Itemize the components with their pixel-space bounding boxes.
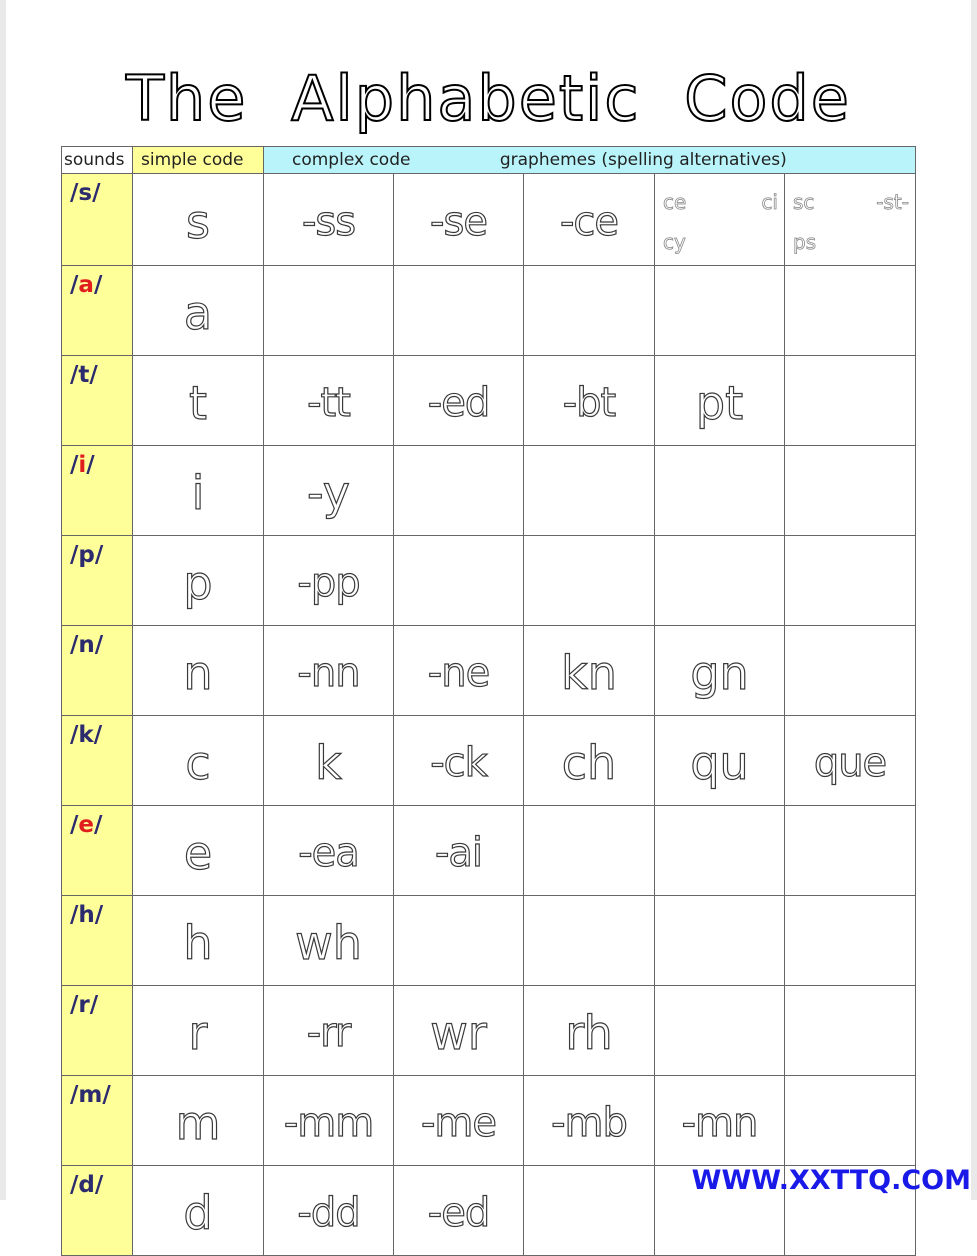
grapheme-cell: -ed (394, 356, 524, 446)
grapheme-cell (524, 1166, 655, 1256)
sound-cell (62, 806, 133, 896)
grapheme-cell (785, 1076, 916, 1166)
grapheme-cell: wr (394, 986, 524, 1076)
sound-pre: / (70, 722, 79, 748)
sound-post: / (94, 902, 104, 928)
grapheme-cell: gn (655, 626, 785, 716)
grapheme-cell (264, 266, 394, 356)
grapheme-cell (785, 896, 916, 986)
grapheme-cell: -pp (264, 536, 394, 626)
sound-post: / (93, 722, 103, 748)
sound-pre: / (70, 1082, 79, 1108)
table-row (62, 716, 916, 806)
grapheme-cell (785, 536, 916, 626)
grapheme-cell: -mn (655, 1076, 785, 1166)
sound-mid: a (78, 272, 94, 298)
grapheme-cell: -se (394, 174, 524, 266)
sound-mid: e (78, 812, 95, 838)
sound-cell (62, 174, 133, 266)
simple-code-cell: d (133, 1166, 264, 1256)
grapheme-extra-cell (785, 174, 916, 266)
sound-post: / (94, 812, 103, 838)
grapheme-cell: -tt (264, 356, 394, 446)
simple-code-cell: c (133, 716, 264, 806)
sound-pre: / (70, 812, 79, 838)
table-row (62, 806, 916, 896)
grapheme-cell (394, 266, 524, 356)
grapheme-cell: -mm (264, 1076, 394, 1166)
sound-cell (62, 896, 133, 986)
table-row (62, 356, 916, 446)
simple-code-cell: r (133, 986, 264, 1076)
sound-pre: / (70, 180, 79, 206)
table-row (62, 626, 916, 716)
grapheme-cell (524, 536, 655, 626)
sound-post: / (89, 992, 99, 1018)
simple-code-cell: t (133, 356, 264, 446)
grapheme-cell (785, 446, 916, 536)
sound-cell (62, 1076, 133, 1166)
grapheme-cell: -ce (524, 174, 655, 266)
grapheme-cell: -ai (394, 806, 524, 896)
header-complex-label: complex code (292, 150, 411, 170)
sound-pre: / (70, 362, 79, 388)
sound-mid: p (78, 542, 95, 568)
header-simple-code: simple code (133, 147, 264, 174)
simple-code-cell: p (133, 536, 264, 626)
grapheme-cell: -bt (524, 356, 655, 446)
sound-mid: r (78, 992, 90, 1018)
table-row (62, 266, 916, 356)
sound-pre: / (70, 902, 79, 928)
grapheme-cell: -rr (264, 986, 394, 1076)
sound-post: / (94, 1172, 104, 1198)
header-row (62, 147, 916, 174)
sound-post: / (94, 632, 104, 658)
grapheme-cell: qu (655, 716, 785, 806)
sound-mid: i (78, 452, 87, 478)
grapheme-cell (655, 986, 785, 1076)
table-row (62, 896, 916, 986)
table-body (62, 147, 916, 1256)
table-row (62, 536, 916, 626)
grapheme-cell (394, 536, 524, 626)
grapheme-cell (524, 266, 655, 356)
sound-pre: / (70, 992, 79, 1018)
page-title: The Alphabetic Code (126, 62, 851, 135)
grapheme-cell (655, 806, 785, 896)
grapheme-cell: -me (394, 1076, 524, 1166)
sound-pre: / (70, 272, 79, 298)
sound-post: / (93, 272, 103, 298)
simple-code-cell: a (133, 266, 264, 356)
sound-mid: m (78, 1082, 103, 1108)
grapheme-extra: ce (663, 190, 687, 214)
table-row (62, 986, 916, 1076)
sound-mid: h (78, 902, 95, 928)
sound-cell (62, 266, 133, 356)
sound-post: / (89, 362, 98, 388)
grapheme-cell: -y (264, 446, 394, 536)
grapheme-cell (394, 446, 524, 536)
table-row (62, 446, 916, 536)
sound-mid: k (78, 722, 94, 748)
grapheme-cell: rh (524, 986, 655, 1076)
sound-pre: / (70, 452, 79, 478)
page-edge-left (0, 0, 6, 1200)
alphabetic-code-table (61, 146, 916, 1256)
grapheme-cell: kn (524, 626, 655, 716)
grapheme-extra: cy (663, 230, 686, 254)
sound-cell (62, 986, 133, 1076)
grapheme-cell: k (264, 716, 394, 806)
header-graphemes-label: graphemes (spelling alternatives) (499, 150, 787, 170)
grapheme-cell (785, 986, 916, 1076)
sound-cell (62, 356, 133, 446)
sound-mid: s (78, 180, 93, 206)
header-sounds: sounds (62, 147, 133, 174)
page-edge-right (971, 0, 977, 1200)
grapheme-cell (785, 806, 916, 896)
sound-pre: / (70, 632, 79, 658)
sound-cell (62, 626, 133, 716)
sound-mid: t (78, 362, 90, 388)
grapheme-cell (655, 536, 785, 626)
grapheme-cell: -ed (394, 1166, 524, 1256)
grapheme-cell: -ck (394, 716, 524, 806)
sound-post: / (102, 1082, 111, 1108)
grapheme-cell: que (785, 716, 916, 806)
simple-code-cell: h (133, 896, 264, 986)
sound-cell (62, 716, 133, 806)
sound-cell (62, 536, 133, 626)
sound-post: / (92, 180, 101, 206)
table-row (62, 174, 916, 266)
sound-cell (62, 446, 133, 536)
grapheme-extra: sc (793, 190, 815, 214)
sound-pre: / (70, 1172, 79, 1198)
grapheme-cell (524, 896, 655, 986)
grapheme-cell: wh (264, 896, 394, 986)
grapheme-cell (524, 806, 655, 896)
simple-code-cell: n (133, 626, 264, 716)
grapheme-cell (785, 356, 916, 446)
grapheme-cell (785, 266, 916, 356)
sound-mid: d (78, 1172, 95, 1198)
grapheme-cell (655, 446, 785, 536)
grapheme-cell: -mb (524, 1076, 655, 1166)
watermark: WWW.XXTTQ.COM (691, 1165, 971, 1196)
simple-code-cell: e (133, 806, 264, 896)
grapheme-cell (655, 896, 785, 986)
grapheme-cell (524, 446, 655, 536)
grapheme-cell: -dd (264, 1166, 394, 1256)
sound-post: / (86, 452, 95, 478)
grapheme-cell (655, 266, 785, 356)
grapheme-cell: -ne (394, 626, 524, 716)
grapheme-cell: pt (655, 356, 785, 446)
header-complex-code (264, 147, 916, 174)
simple-code-cell: s (133, 174, 264, 266)
grapheme-cell: -ea (264, 806, 394, 896)
grapheme-extra-cell (655, 174, 785, 266)
sound-cell (62, 1166, 133, 1256)
grapheme-cell: -ss (264, 174, 394, 266)
grapheme-extra: ps (793, 230, 817, 254)
sound-mid: n (78, 632, 95, 658)
grapheme-extra: ci (761, 190, 778, 214)
grapheme-cell: ch (524, 716, 655, 806)
sound-post: / (94, 542, 104, 568)
grapheme-extra: -st- (876, 190, 909, 214)
grapheme-cell (785, 626, 916, 716)
simple-code-cell: m (133, 1076, 264, 1166)
table-row (62, 1076, 916, 1166)
simple-code-cell: i (133, 446, 264, 536)
grapheme-cell: -nn (264, 626, 394, 716)
sound-pre: / (70, 542, 79, 568)
grapheme-cell (394, 896, 524, 986)
